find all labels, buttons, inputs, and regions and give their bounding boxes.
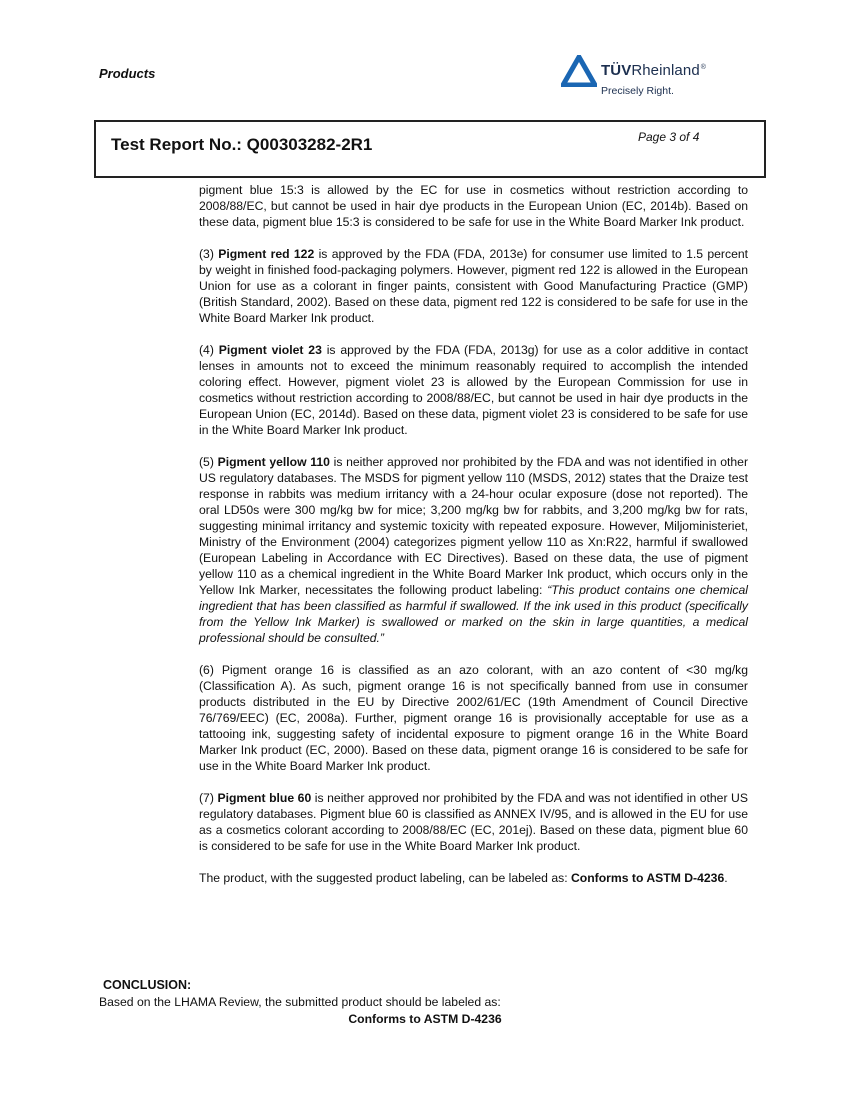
- report-header-box: [94, 120, 766, 178]
- paragraph-pigment-violet-23: [199, 342, 748, 438]
- item-number: (5): [199, 455, 218, 469]
- conclusion-heading: CONCLUSION:: [103, 978, 192, 992]
- report-title: Test Report No.: Q00303282-2R1: [111, 135, 373, 154]
- paragraph-pigment-yellow-110: [199, 454, 748, 646]
- brand-name: [601, 62, 706, 79]
- pigment-name: Pigment violet 23: [218, 343, 322, 357]
- paragraph-text: The product, with the suggested product labeling, can be labeled as:: [199, 871, 571, 885]
- brand-name-rest: Rheinland: [631, 62, 700, 79]
- conclusion-text: Based on the LHAMA Review, the submitted product should be labeled as:: [99, 995, 501, 1009]
- paragraph-text: is neither approved nor prohibited by the FDA and was not identified in other US regulatory databases. The MSDS for pigment yellow 110 (MSDS, 2012) states that the Draize test response in rabbits was medium irritancy with a 24-hour ocular exposure (dose not reported). The oral LD50s were 300 mg/kg bw for mice; 3,200 mg/kg bw for rabbits, and 3,200 mg/kg bw for rats, suggesting minimal irritancy and systemic toxicity with repeated exposure. However, Miljoministeriet, Ministry of the Environment (2004) categorizes pigment yellow 110 as Xn:R22, harmful if swallowed (European Labeling in Accordance with EC Directives). Based on these data, the use of pigment yellow 110 as a chemical ingredient in the White Board Marker Ink product, which occurs only in the Yellow Ink Marker, necessitates the following product labeling:: [199, 455, 749, 597]
- conclusion-result: Conforms to ASTM D-4236: [348, 1012, 502, 1026]
- paragraph-text: is neither approved nor prohibited by the FDA and was not identified in other US regulatory databases. Pigment blue 60 is classified as ANNEX IV/95, and is allowed in the EU for use as a cosmetics colorant according to 2008/88/EC (EC, 201ej). Based on these data, pigment blue 60 is considered to be safe for use in the White Board Marker Ink product.: [199, 791, 748, 853]
- pigment-name: Pigment red 122: [218, 247, 315, 261]
- paragraph-text: is approved by the FDA (FDA, 2013e) for consumer use limited to 1.5 percent by weight in finished food-packaging polymers. However, pigment red 122 is allowed in the European Union for use as a colorant in finger paints, consistent with Good Manufacturing Practice (GMP) (British Standard, 2002). Based on these data, pigment red 122 is considered to be safe for use in the White Board Marker Ink product.: [199, 247, 749, 325]
- header-section-label: Products: [99, 66, 156, 81]
- labeling-statement: “This product contains one chemical ingredient that has been classified as harmful if swallowed. If the ink used in this product (specifically from the Yellow Ink Marker) is swallowed or marked on the skin in large quantities, a medical professional should be consulted.”: [199, 583, 748, 645]
- paragraph-text: is approved by the FDA (FDA, 2013g) for use as a color additive in contact lenses in amounts not to exceed the minimum reasonably required to accomplish the intended coloring effect. However, pigment violet 23 is allowed by the European Commission for use in cosmetics without restriction according to 2008/88/EC, but cannot be used in hair dye products in the European Union (EC, 2014d). Based on these data, pigment violet 23 is considered to be safe for use in the White Board Marker Ink product.: [199, 343, 748, 437]
- page-number: Page 3 of 4: [638, 130, 700, 144]
- paragraph-pigment-orange-16: (6) Pigment orange 16 is classified as an azo colorant, with an azo content of <30 mg/kg (Classification A). As such, pigment orange 16 is not specifically banned from use in consumer products distributed in the EU by Directive 2002/61/EC (19th Amendment of Council Directive 76/769/EEC) (EC, 2008a). Further, pigment orange 16 is provisionally acceptable for use as a tattooing ink, suggesting safety of incidental exposure to pigment orange 16 in the White Board Marker Ink product (EC, 2000). Based on these data, pigment orange 16 is considered to be safe for use in the White Board Marker Ink product.: [199, 663, 748, 773]
- paragraph-product-labeling: [199, 870, 748, 886]
- triangle-logo-icon: [561, 55, 597, 87]
- period: .: [724, 871, 728, 885]
- report-body: [199, 182, 748, 902]
- pigment-name: Pigment blue 60: [217, 791, 312, 805]
- brand-name-bold: TÜV: [601, 62, 632, 79]
- item-number: (4): [199, 343, 219, 357]
- brand-tagline: Precisely Right.: [601, 85, 674, 97]
- paragraph-pigment-red-122: [199, 246, 748, 326]
- pigment-name: Pigment yellow 110: [217, 455, 330, 469]
- tuv-rheinland-logo: [561, 55, 741, 101]
- item-number: (7): [199, 791, 218, 805]
- paragraph-pigment-blue-15-3: pigment blue 15:3 is allowed by the EC for use in cosmetics without restriction according to 2008/88/EC, but cannot be used in hair dye products in the European Union (EC, 2014b). Based on these data, pigment blue 15:3 is considered to be safe for use in the White Board Marker Ink product.: [199, 183, 748, 229]
- item-number: (3): [199, 247, 219, 261]
- labeling-result: Conforms to ASTM D-4236: [570, 871, 725, 885]
- paragraph-pigment-blue-60: [199, 790, 748, 854]
- registered-mark: ®: [700, 64, 707, 71]
